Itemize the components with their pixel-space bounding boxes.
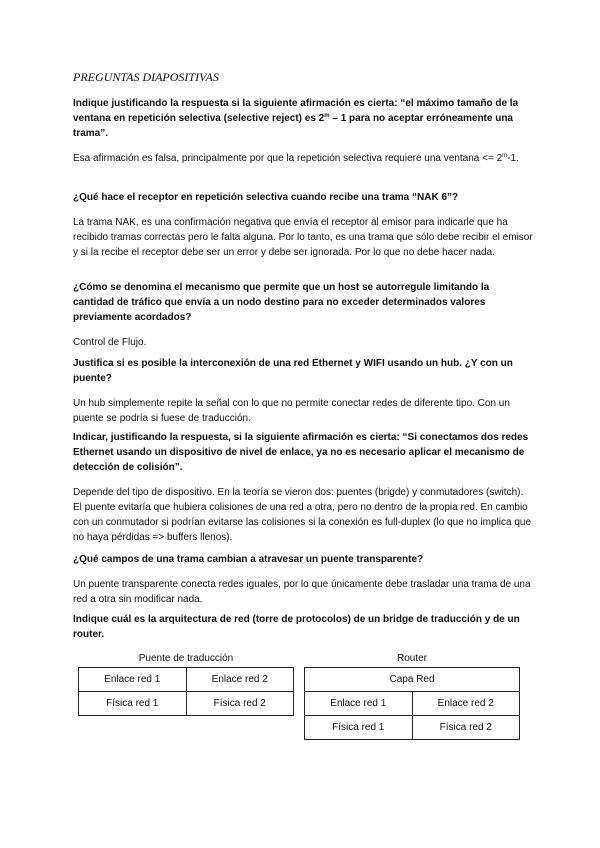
table-cell: Enlace red 1 <box>305 692 413 716</box>
answer-1: Esa afirmación es falsa, principalmente por que la repetición selectiva requiere una $ventana <= 2^m-1$. <box>73 153 519 164</box>
bridge-table-caption: Puente de traducción <box>138 653 234 664</box>
table-cell: Enlace red 2 <box>412 692 520 716</box>
question-2: ¿Qué hace el receptor en repetición selectiva cuando recibe una trama “NAK 6”? <box>73 192 459 203</box>
answer-3: Control de Flujo. <box>73 337 147 348</box>
qa-block-5 <box>73 420 533 555</box>
question-4: Justifica si es posible la interconexión de una red Ethernet y WIFI usando un hub. ¿Y con un puente? <box>73 358 513 384</box>
table-cell: Física red 2 <box>412 716 520 740</box>
page-title: PREGUNTAS DIAPOSITIVAS <box>73 70 219 84</box>
router-table <box>304 667 520 740</box>
table-row <box>79 668 294 692</box>
question-5: Indicar, justificando la respuesta, si la siguiente afirmación es cierta: “Si conectamos dos redes Ethernet usando un dispositivo de nivel de enlace, ya no es necesario aplicar el mecanismo de detección de colisión”. <box>73 432 529 473</box>
table-cell: Física red 1 <box>79 692 187 716</box>
answer-4: Un hub simplemente repite la señal con lo que no permite conectar redes de diferente tipo. Con un puente se podría si fuese de traducción. <box>73 398 510 424</box>
qa-block-2 <box>73 180 533 270</box>
qa-block-1 <box>73 86 533 176</box>
qa-block-7 <box>73 602 533 652</box>
table-row <box>79 692 294 716</box>
answer-5: Depende del tipo de dispositivo. En la teoría se vieron dos: puentes (brigde) y conmutadores (switch). El puente evitaría que hubiera colisiones de una red a otra, pero no dentro de la propia red. En cambio con un conmutador si podrían evitarse las colisiones si la conexión es full-duplex (lo que no implica que no haya pérdidas => buffers llenos). <box>73 487 532 543</box>
question-1: Indique justificando la respuesta si la siguiente afirmación es cierta: “el máximo tamaño de la ventana en repetición selectiva (selective reject) es 2$^m$ – 1 para no aceptar erróneamente una trama”. <box>73 98 519 139</box>
table-row <box>305 716 520 740</box>
table-cell: Física red 2 <box>186 692 294 716</box>
table-row <box>305 692 520 716</box>
question-6: ¿Qué campos de una trama cambian a atravesar un puente transparente? <box>73 554 424 565</box>
table-row <box>305 668 520 692</box>
answer-6: Un puente transparente conecta redes iguales, por lo que únicamente debe trasladar una trama de una red a otra sin modificar nada. <box>73 579 531 605</box>
question-7: Indique cuál es la arquitectura de red (torre de protocolos) de un bridge de traducción y de un router. <box>73 614 520 640</box>
router-table-caption: Router <box>396 653 427 664</box>
table-cell: Enlace red 2 <box>186 668 294 692</box>
table-cell: Física red 1 <box>305 716 413 740</box>
answer-2: La trama NAK, es una confirmación negativa que envía el receptor al emisor para indicarle que ha recibido tramas correctas pero le falta alguna. Por lo tanto, es una trama que sólo debe recibir el emisor y si la recibe el receptor debe ser un error y debe ser ignorada. Por lo que no debe hacer nada. <box>73 217 533 258</box>
bridge-table <box>78 667 294 716</box>
table-cell: Capa Red <box>305 668 520 692</box>
table-cell: Enlace red 1 <box>79 668 187 692</box>
question-3: ¿Cómo se denomina el mecanismo que permite que un host se autorregule limitando la cantidad de tráfico que envía a un nodo destino para no exceder determinados valores previamente acordados? <box>73 282 490 323</box>
